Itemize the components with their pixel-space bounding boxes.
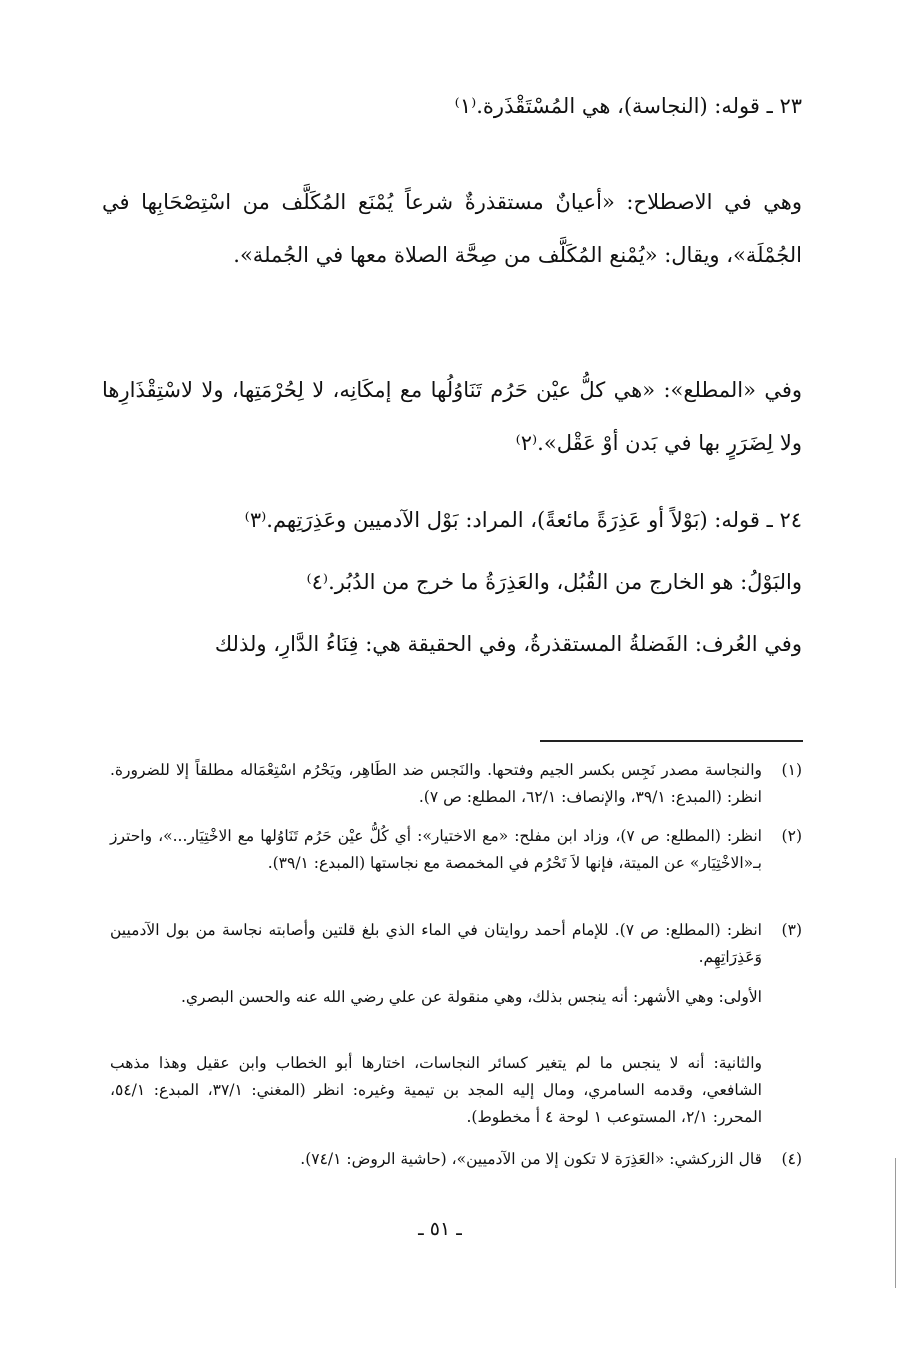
line-bawl: والبَوْلُ: هو الخارج من القُبُل، والعَذِرَةُ ما خرج من الدُبُر.⁽٤⁾ xyxy=(306,570,802,594)
footnote-number: (٢) xyxy=(781,827,802,845)
footnote-number: (٣) xyxy=(781,921,802,939)
heading-23: ٢٣ ـ قوله: (النجاسة)، هي المُسْتَقْذَرة.⁽١⁾ xyxy=(454,94,802,118)
footnote-2 xyxy=(110,823,802,877)
footnote-3 xyxy=(110,917,802,971)
paragraph-definition: وهي في الاصطلاح: «أعيانٌ مستقذرةٌ شرعاً يُمْنَع المُكَلَّف من اسْتِصْحَابِها في الجُمْلَة»، ويقال: «يُمْنع المُكَلَّف من صِحَّة الصلاة معها في الجُملة». xyxy=(102,190,802,267)
footnote-1 xyxy=(110,757,802,811)
footnote-3-sub-2 xyxy=(110,1050,802,1131)
footnote-text: والثانية: أنه لا ينجس ما لم يتغير كسائر النجاسات، اختارها أبو الخطاب وابن عقيل وهذا مذهب الشافعي، وقدمه السامري، ومال إليه المجد بن تيمية وغيره: انظر (المغني: ٣٧/١، المبدع: ٥٤/١، المحرر: ٢/١، المستوعب ١ لوحة ٤ أ مخطوط). xyxy=(110,1054,762,1126)
paragraph-mutlaa: وفي «المطلع»: «هي كلُّ عيْن حَرُم تَنَاوُلُها مع إمكَانِه، لا لِحُرْمَتِها، ولا لاسْتِقْذَارِها ولا لِضَرَرٍ بها في بَدن أوْ عَقْل».⁽٢⁾ xyxy=(102,378,802,455)
footnote-separator xyxy=(540,740,803,742)
page-number: ـ ٥١ ـ xyxy=(418,1218,462,1240)
footnote-text: والنجاسة مصدر نَجِس بكسر الجيم وفتحها. والنَجس ضد الطَاهِر، ويَحْرُم اسْتِعْمَاله مطلقاً إلا للضرورة. انظر: (المبدع: ٣٩/١، والإنصاف: ٦٢/١، المطلع: ص ٧). xyxy=(110,761,762,806)
footnote-text: انظر: (المطلع: ص ٧)، وزاد ابن مفلح: «مع الاختيار»: أي كُلُّ عيْن حَرُم تَنَاوُلها مع الاخْتِيَار...»، واحترز بـ«الاخْتِيَار» عن الميتة، فإنها لاَ تَحْرُم في المخمصة مع نجاستها (المبدع: ٣٩/١). xyxy=(110,827,762,872)
footnote-number: (١) xyxy=(781,761,802,779)
footnote-text: قال الزركشي: «العَذِرَة لا تكون إلا من الآدميين»، (حاشية الروض: ٧٤/١). xyxy=(300,1150,762,1168)
footnote-number: (٤) xyxy=(781,1150,802,1168)
line-urf: وفي العُرف: الفَضلةُ المستقذرةُ، وفي الحقيقة هي: فِنَاءُ الدَّارِ، ولذلك xyxy=(214,632,802,656)
footnote-4 xyxy=(110,1146,802,1173)
footnote-text: الأولى: وهي الأشهر: أنه ينجس بذلك، وهي منقولة عن علي رضي الله عنه والحسن البصري. xyxy=(181,988,762,1006)
footnote-text: انظر: (المطلع: ص ٧). للإمام أحمد روايتان في الماء الذي بلغ قلتين وأصابته نجاسة من بول الآدميين وَعَذِرَاتِهِم. xyxy=(110,921,762,966)
scan-edge-line xyxy=(895,1158,896,1288)
footnote-3-sub-1 xyxy=(110,984,802,1011)
heading-24: ٢٤ ـ قوله: (بَوْلاً أو عَذِرَةً مائعةً)، المراد: بَوْل الآدميين وعَذِرَتِهم.⁽٣⁾ xyxy=(244,508,802,532)
